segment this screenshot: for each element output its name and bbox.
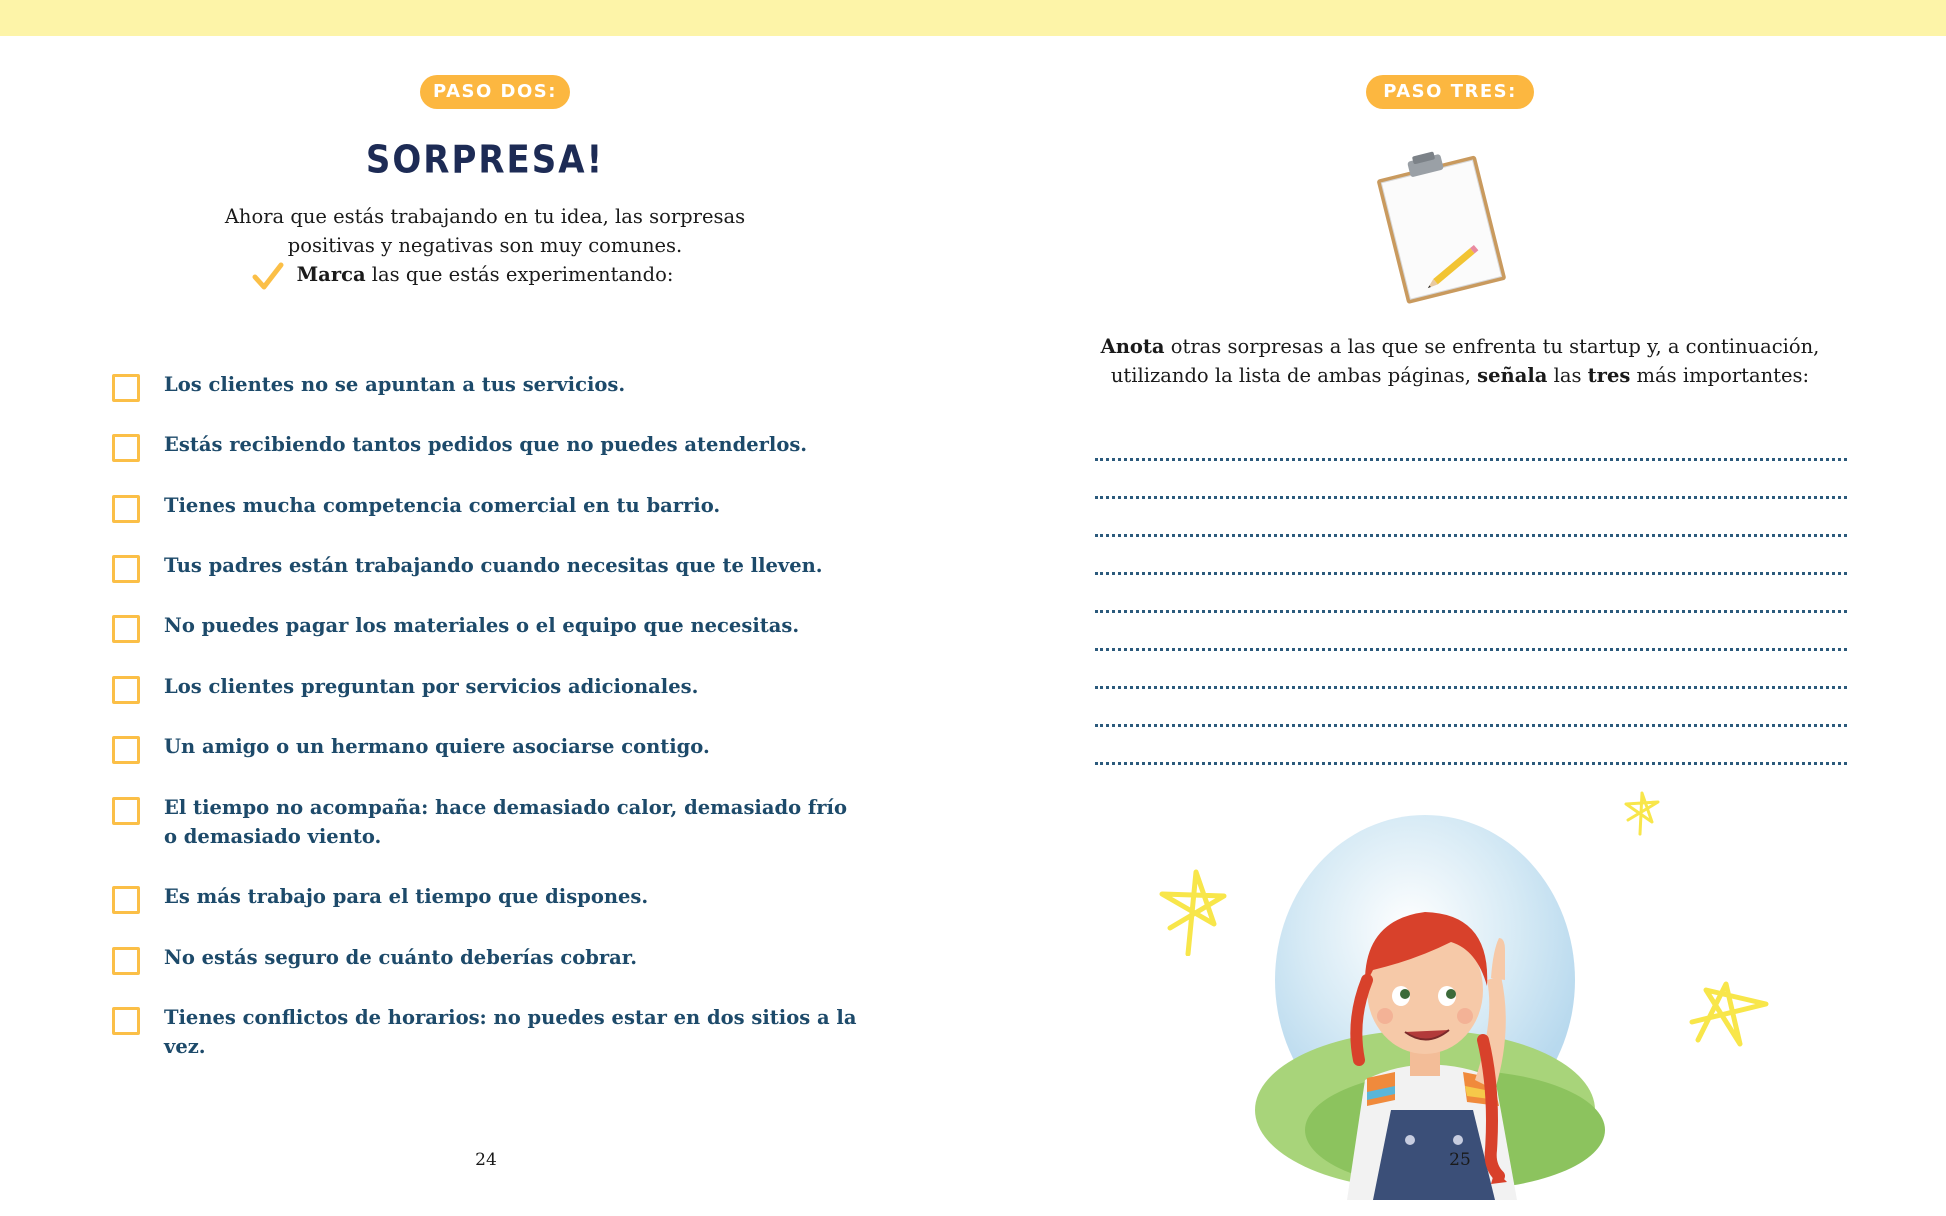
instructions-line-1-rest: otras sorpresas a las que se enfrenta tu startup y, a continuación,: [1164, 335, 1820, 358]
write-line[interactable]: [1095, 686, 1847, 689]
star-doodle-icon: [1686, 980, 1770, 1048]
page-number-left: 24: [475, 1150, 497, 1170]
write-line[interactable]: [1095, 572, 1847, 575]
checklist-item-text: No puedes pagar los materiales o el equipo que necesitas.: [164, 614, 800, 637]
write-line[interactable]: [1095, 762, 1847, 765]
checklist-item-text: [164, 793, 864, 851]
checkbox[interactable]: [112, 615, 140, 643]
write-line[interactable]: [1095, 724, 1847, 727]
checkbox[interactable]: [112, 676, 140, 704]
checklist-item-text-line2: o demasiado viento.: [164, 825, 382, 848]
checkbox[interactable]: [112, 434, 140, 462]
intro-line-3: [220, 260, 750, 289]
instructions-line-2-end: más importantes:: [1630, 364, 1810, 387]
checkbox[interactable]: [112, 1007, 140, 1035]
write-line[interactable]: [1095, 648, 1847, 651]
page-number-right: 25: [1449, 1150, 1471, 1170]
intro-text: [220, 202, 750, 289]
instructions-line-1: [1080, 332, 1840, 361]
checkbox[interactable]: [112, 947, 140, 975]
instructions-line-2-start: utilizando la lista de ambas páginas,: [1110, 364, 1478, 387]
instructions-bold-senala: señala: [1477, 364, 1548, 387]
checkbox[interactable]: [112, 886, 140, 914]
checklist-item-text: Tienes mucha competencia comercial en tu barrio.: [164, 494, 721, 517]
checklist-item-text: Tienes conflictos de horarios: no puedes estar en dos sitios a la vez.: [164, 1006, 857, 1058]
instructions-bold-tres: tres: [1587, 364, 1631, 387]
checkbox[interactable]: [112, 797, 140, 825]
instructions-text: [1080, 332, 1840, 390]
checkbox[interactable]: [112, 495, 140, 523]
intro-line-1: Ahora que estás trabajando en tu idea, las sorpresas: [224, 205, 746, 228]
checklist-item-text: Un amigo o un hermano quiere asociarse contigo.: [164, 735, 710, 758]
checklist-item-text: Es más trabajo para el tiempo que dispones.: [164, 885, 649, 908]
intro-rest: las que estás experimentando:: [365, 263, 674, 286]
girl-pointing-illustration: [1255, 810, 1635, 1200]
checklist-item-text: Estás recibiendo tantos pedidos que no puedes atenderlos.: [164, 433, 808, 456]
write-line[interactable]: [1095, 458, 1847, 461]
intro-line-2: positivas y negativas son muy comunes.: [287, 234, 683, 257]
checklist-item-text: Tus padres están trabajando cuando necesitas que te lleven.: [164, 554, 823, 577]
checkmark-icon: [252, 260, 284, 292]
checklist-item-text: No estás seguro de cuánto deberías cobrar.: [164, 946, 638, 969]
checkbox[interactable]: [112, 555, 140, 583]
checkbox[interactable]: [112, 374, 140, 402]
write-line[interactable]: [1095, 610, 1847, 613]
checklist-item-text-line1: El tiempo no acompaña: hace demasiado calor, demasiado frío: [164, 796, 847, 819]
write-line[interactable]: [1095, 496, 1847, 499]
instructions-bold-anota: Anota: [1100, 335, 1165, 358]
top-color-band: [0, 0, 1946, 36]
step-three-badge: PASO TRES:: [1366, 75, 1534, 109]
write-line[interactable]: [1095, 534, 1847, 537]
checklist-item-text: Los clientes no se apuntan a tus servicios.: [164, 373, 626, 396]
checkbox[interactable]: [112, 736, 140, 764]
instructions-line-2-mid: las: [1547, 364, 1588, 387]
step-two-badge: PASO DOS:: [420, 75, 570, 109]
star-doodle-icon: [1158, 866, 1228, 956]
checklist-item-text: Los clientes preguntan por servicios adicionales.: [164, 675, 699, 698]
clipboard-pencil-icon: [1360, 148, 1520, 308]
page-title: SORPRESA!: [365, 137, 605, 183]
instructions-line-2: [1080, 361, 1840, 390]
intro-bold-word: Marca: [296, 263, 366, 286]
